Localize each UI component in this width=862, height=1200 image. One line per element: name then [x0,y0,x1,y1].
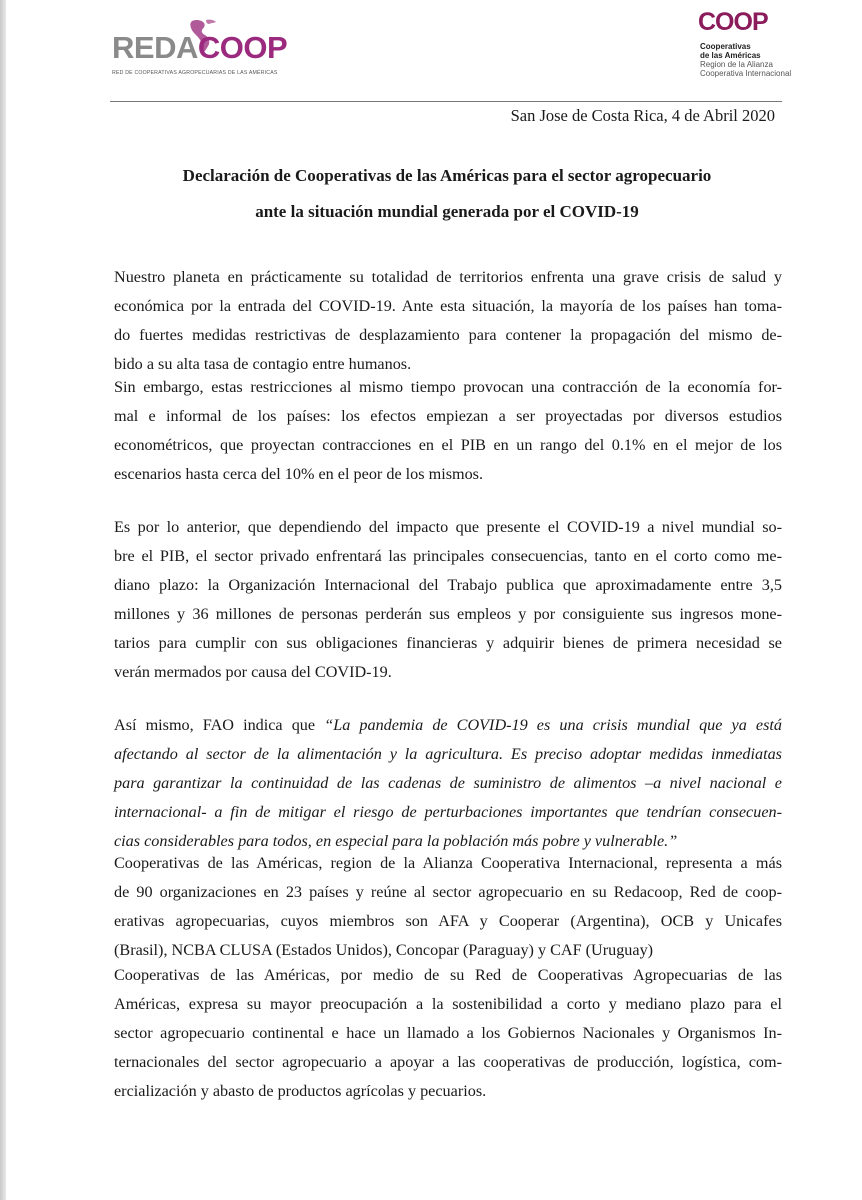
fao-intro: Así mismo, FAO indica que [114,716,325,734]
document-page [6,0,862,1200]
paragraph-5 [114,849,782,965]
text-line: econométricos, que proyectan contracciones en el PIB en un rango del 0.1% en el mejor de los [114,436,782,454]
text-line: ternacionales del sector agropecuario a apoyar a las cooperativas de producción, logística, com- [114,1053,782,1071]
coop-logo-line4: Cooperativa Internacional [700,69,792,78]
text-line: escenarios hasta cerca del 10% en el peor de los mismos. [114,465,484,483]
text-line: para garantizar la continuidad de las cadenas de suministro de alimentos –a nivel nacional e [114,774,782,792]
place-date: San Jose de Costa Rica, 4 de Abril 2020 [510,106,775,125]
text-line: afectando al sector de la alimentación y la agricultura. Es preciso adoptar medidas inmediatas [114,745,782,763]
text-line: millones y 36 millones de personas perderán sus empleos y por consiguiente sus ingresos mone- [114,605,782,623]
text-line: (Brasil), NCBA CLUSA (Estados Unidos), Concopar (Paraguay) y CAF (Uruguay) [114,941,654,959]
text-line: Cooperativas de las Américas, region de la Alianza Cooperativa Internacional, representa a más [114,854,782,872]
coop-wordmark: COOP [698,8,768,36]
text-line: Sin embargo, estas restricciones al mismo tiempo provocan una contracción de la economía for- [114,378,782,396]
fao-paragraph [114,711,782,856]
header-divider [110,101,782,102]
paragraph-3 [114,513,782,687]
text-line: Cooperativas de las Américas, por medio de su Red de Cooperativas Agropecuarias de las [114,966,782,984]
text-line: de 90 organizaciones en 23 países y reúne al sector agropecuario en su Redacoop, Red de coop- [114,883,782,901]
text-line: cias considerables para todos, en especial para la población más pobre y vulnerable.” [114,832,678,850]
text-line: bre el PIB, el sector privado enfrentará las principales consecuencias, tanto en el corto como me- [114,547,782,565]
paragraph-6 [114,961,782,1106]
text-line: diano plazo: la Organización Internacional del Trabajo publica que aproximadamente entre 3,5 [114,576,782,594]
text-line: Américas, expresa su mayor preocupación a la sostenibilidad a corto y mediano plazo para el [114,995,782,1013]
title-line: ante la situación mundial generada por el COVID-19 [255,202,639,221]
text-line: mal e informal de los países: los efectos empiezan a ser proyectadas por diversos estudios [114,407,782,425]
text-line: do fuertes medidas restrictivas de desplazamiento para contener la propagación del mismo de- [114,326,782,344]
text-line: Es por lo anterior, que dependiendo del impacto que presente el COVID-19 a nivel mundial so- [114,518,782,536]
text-line: Nuestro planeta en prácticamente su totalidad de territorios enfrenta una grave crisis de salud y [114,268,782,286]
text-line: bido a su alta tasa de contagio entre humanos. [114,355,412,373]
text-line [114,711,782,740]
page-edge-shadow [0,0,6,1200]
paragraph-1 [114,263,782,379]
redacoop-logo [112,18,302,78]
text-line: tarios para cumplir con sus obligaciones financieras y adquirir bienes de primera necesidad se [114,634,782,652]
text-line: ercialización y abasto de productos agrícolas y pecuarios. [114,1082,487,1100]
text-line: económica por la entrada del COVID-19. Ante esta situación, la mayoría de los países han toma- [114,297,782,315]
text-line: erativas agropecuarias, cuyos miembros son AFA y Cooperar (Argentina), OCB y Unicafes [114,912,782,930]
coop-logo-text [700,42,791,78]
coop-logo-line2: de las Américas [700,51,761,60]
redacoop-tagline: RED DE COOPERATIVAS AGROPECUARIAS DE LAS AMÉRICAS [112,70,278,76]
fao-quote: “La pandemia de COVID-19 es una crisis mundial que ya está [324,716,782,734]
coop-logo-line1: Cooperativas [700,42,751,51]
redacoop-wordmark: REDACOOP [112,30,288,65]
paragraph-2 [114,373,782,489]
text-line: internacional- a fin de mitigar el riesgo de perturbaciones importantes que tendrían consecuen- [114,803,782,821]
cooperativas-americas-logo [698,8,828,84]
text-line: verán mermados por causa del COVID-19. [114,663,392,681]
document-title [112,158,782,230]
title-line: Declaración de Cooperativas de las Américas para el sector agropecuario [182,166,712,185]
coop-logo-line3: Region de la Alianza [700,60,773,69]
text-line: sector agropecuario continental e hace un llamado a los Gobiernos Nacionales y Organismos In- [114,1024,782,1042]
